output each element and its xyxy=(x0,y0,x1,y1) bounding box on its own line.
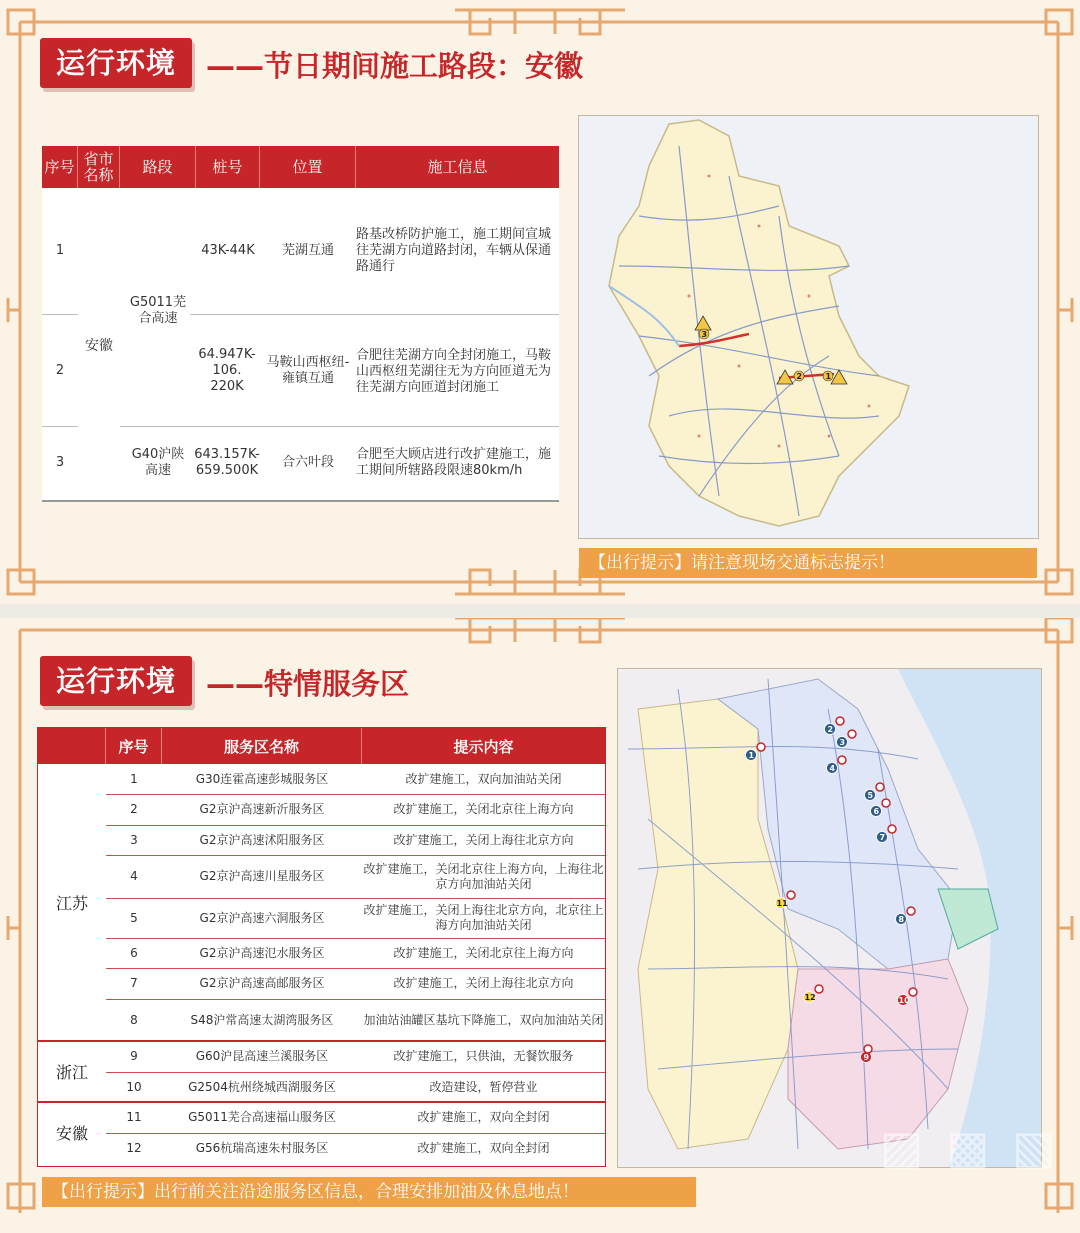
row2-location: 马鞍山西枢纽-雍镇互通 xyxy=(266,355,350,386)
map2-marker-4: 4 xyxy=(829,764,836,773)
table-row xyxy=(106,938,605,968)
header-note: 提示内容 xyxy=(453,737,514,756)
table-row xyxy=(106,764,605,794)
no-entry-icon xyxy=(907,907,915,915)
row-service-area-name: G2京沪高速高邮服务区 xyxy=(199,976,325,990)
no-entry-icon xyxy=(815,985,823,993)
row-note: 改扩建施工，关闭上海往北京方向 xyxy=(393,832,574,847)
row1-info: 路基改桥防护施工，施工期间宣城往芜湖方向道路封闭，车辆从保通路通行 xyxy=(356,227,552,274)
no-entry-icon xyxy=(882,799,890,807)
no-entry-icon xyxy=(838,756,846,764)
header-no: 序号 xyxy=(106,728,162,764)
row-note: 改扩建施工，关闭北京往上海方向 xyxy=(393,945,574,960)
row-note: 改扩建施工，只供油，无餐饮服务 xyxy=(393,1049,574,1063)
map2-marker-10: 10 xyxy=(898,996,910,1005)
header-province: 省市名称 xyxy=(78,146,120,188)
row-service-area-name: G2京沪高速沭阳服务区 xyxy=(199,832,325,847)
map2-marker-5: 5 xyxy=(867,791,874,800)
table-row xyxy=(106,1072,605,1102)
row1-stake: 43K-44K xyxy=(201,243,255,258)
row3-location: 合六叶段 xyxy=(281,455,334,470)
map2-marker-8: 8 xyxy=(898,915,905,924)
map2-marker-3: 3 xyxy=(839,738,846,747)
no-entry-icon xyxy=(787,891,795,899)
no-entry-icon xyxy=(864,1045,872,1053)
province-cell: 江苏 xyxy=(55,894,88,913)
map2-marker-7: 7 xyxy=(879,833,886,842)
table-row xyxy=(106,968,605,999)
row-no: 3 xyxy=(130,832,138,847)
row-note: 改扩建施工，双向全封闭 xyxy=(417,1110,550,1124)
row3-stake: 643.157K-659.500K xyxy=(194,447,260,478)
row2-stake: 64.947K-106. 220K xyxy=(198,347,256,394)
row-service-area-name: G2京沪高速新沂服务区 xyxy=(199,802,325,816)
table-header xyxy=(42,146,559,188)
page-title: ——特情服务区 xyxy=(206,667,410,701)
map1-marker-3: 3 xyxy=(701,330,708,339)
table-row xyxy=(106,794,605,825)
header-name: 服务区名称 xyxy=(162,728,362,764)
header-province xyxy=(38,728,106,764)
watermark: ▨ ▩ ▧ xyxy=(880,1120,1060,1174)
section-tag: 运行环境 xyxy=(40,656,192,706)
no-entry-icon xyxy=(848,730,856,738)
row-divider xyxy=(42,314,78,315)
page-title: ——节日期间施工路段：安徽 xyxy=(206,49,584,83)
row3-no: 3 xyxy=(55,455,65,470)
table-header xyxy=(38,728,605,764)
row-service-area-name: S48沪常高速太湖湾服务区 xyxy=(190,1012,334,1027)
construction-table xyxy=(42,146,559,502)
map2-marker-11: 11 xyxy=(776,899,788,908)
row-no: 1 xyxy=(130,771,138,786)
section-tag: 运行环境 xyxy=(40,38,192,88)
anhui-map[interactable] xyxy=(578,115,1039,539)
row-service-area-name: G5011芜合高速福山服务区 xyxy=(188,1110,336,1124)
row3-info: 合肥至大顾店进行改扩建施工，施工期间所辖路段限速80km/h xyxy=(356,447,552,478)
row-no: 4 xyxy=(130,869,138,883)
table-row xyxy=(106,825,605,855)
row-note: 改扩建施工，关闭北京往上海方向，上海往北京方向加油站关闭 xyxy=(363,861,604,891)
table-bottom-line xyxy=(42,500,559,502)
map2-marker-9: 9 xyxy=(863,1053,870,1062)
row-no: 5 xyxy=(130,910,138,925)
row2-info: 合肥往芜湖方向全封闭施工，马鞍山西枢纽芜湖往无为方向匝道无为往芜湖方向匝道封闭施工 xyxy=(356,348,552,395)
row1-location: 芜湖互通 xyxy=(281,243,334,258)
row-no: 7 xyxy=(130,976,138,990)
row-divider xyxy=(42,426,78,427)
no-entry-icon xyxy=(757,743,765,751)
travel-tip-banner: 【出行提示】出行前关注沿途服务区信息，合理安排加油及休息地点！ xyxy=(42,1177,696,1207)
map1-marker-2: 2 xyxy=(796,372,803,381)
row-note: 改扩建施工，关闭上海往北京方向，北京往上海方向加油站关闭 xyxy=(363,903,604,932)
jiangsu-zhejiang-anhui-map[interactable] xyxy=(617,668,1042,1168)
province-cell: 浙江 xyxy=(55,1063,88,1082)
row-note: 改扩建施工，关闭上海往北京方向 xyxy=(393,976,574,990)
row-no: 12 xyxy=(126,1140,142,1155)
row-service-area-name: G56杭瑞高速朱村服务区 xyxy=(195,1140,329,1155)
province-cell: 安徽 xyxy=(55,1124,88,1143)
row-service-area-name: G2京沪高速川星服务区 xyxy=(199,869,325,883)
row-divider xyxy=(120,426,559,427)
no-entry-icon xyxy=(888,825,896,833)
no-entry-icon xyxy=(836,717,844,725)
map2-marker-6: 6 xyxy=(873,807,880,816)
row-no: 11 xyxy=(126,1110,142,1124)
row-service-area-name: G2京沪高速六洞服务区 xyxy=(199,910,325,925)
row-no: 2 xyxy=(130,802,138,816)
travel-tip-banner: 【出行提示】请注意现场交通标志提示！ xyxy=(579,548,1037,578)
header-road: 路段 xyxy=(120,146,196,188)
table-row xyxy=(106,1041,605,1072)
row-note: 改造建设，暂停营业 xyxy=(429,1079,538,1094)
road-cell-g5011: G5011芜合高速 xyxy=(129,295,187,326)
header-no: 序号 xyxy=(42,146,78,188)
row-service-area-name: G30连霍高速彭城服务区 xyxy=(195,771,329,786)
table-row xyxy=(106,855,605,898)
row1-no: 1 xyxy=(55,243,65,258)
row-service-area-name: G2504杭州绕城西湖服务区 xyxy=(188,1079,336,1094)
table-row xyxy=(106,1102,605,1133)
row-service-area-name: G2京沪高速氾水服务区 xyxy=(199,945,325,960)
header-info: 施工信息 xyxy=(427,158,488,176)
row-no: 6 xyxy=(130,945,138,960)
map1-marker-1: 1 xyxy=(825,372,832,381)
map2-marker-12: 12 xyxy=(804,993,816,1002)
row-note: 改扩建施工，双向加油站关闭 xyxy=(405,771,562,786)
row2-no: 2 xyxy=(55,363,65,378)
row-note: 加油站油罐区基坑下降施工，双向加油站关闭 xyxy=(363,1012,604,1027)
table-row xyxy=(106,999,605,1041)
no-entry-icon xyxy=(909,988,917,996)
table-row xyxy=(106,898,605,938)
construction-panel xyxy=(0,0,1080,604)
header-location: 位置 xyxy=(260,146,356,188)
no-entry-icon xyxy=(876,783,884,791)
map2-marker-1: 1 xyxy=(748,751,755,760)
row-no: 9 xyxy=(130,1049,138,1063)
table-row xyxy=(106,1133,605,1163)
row-no: 10 xyxy=(126,1079,142,1094)
service-area-table xyxy=(37,727,606,1167)
map2-marker-2: 2 xyxy=(827,725,834,734)
row-service-area-name: G60沪昆高速兰溪服务区 xyxy=(195,1049,329,1063)
province-cell: 安徽 xyxy=(85,338,113,354)
header-stake: 桩号 xyxy=(196,146,260,188)
row-note: 改扩建施工，关闭北京往上海方向 xyxy=(393,802,574,816)
row-note: 改扩建施工，双向全封闭 xyxy=(417,1140,550,1155)
row3-road: G40沪陕高速 xyxy=(131,447,185,478)
row-divider xyxy=(190,314,559,315)
row-no: 8 xyxy=(130,1012,138,1027)
